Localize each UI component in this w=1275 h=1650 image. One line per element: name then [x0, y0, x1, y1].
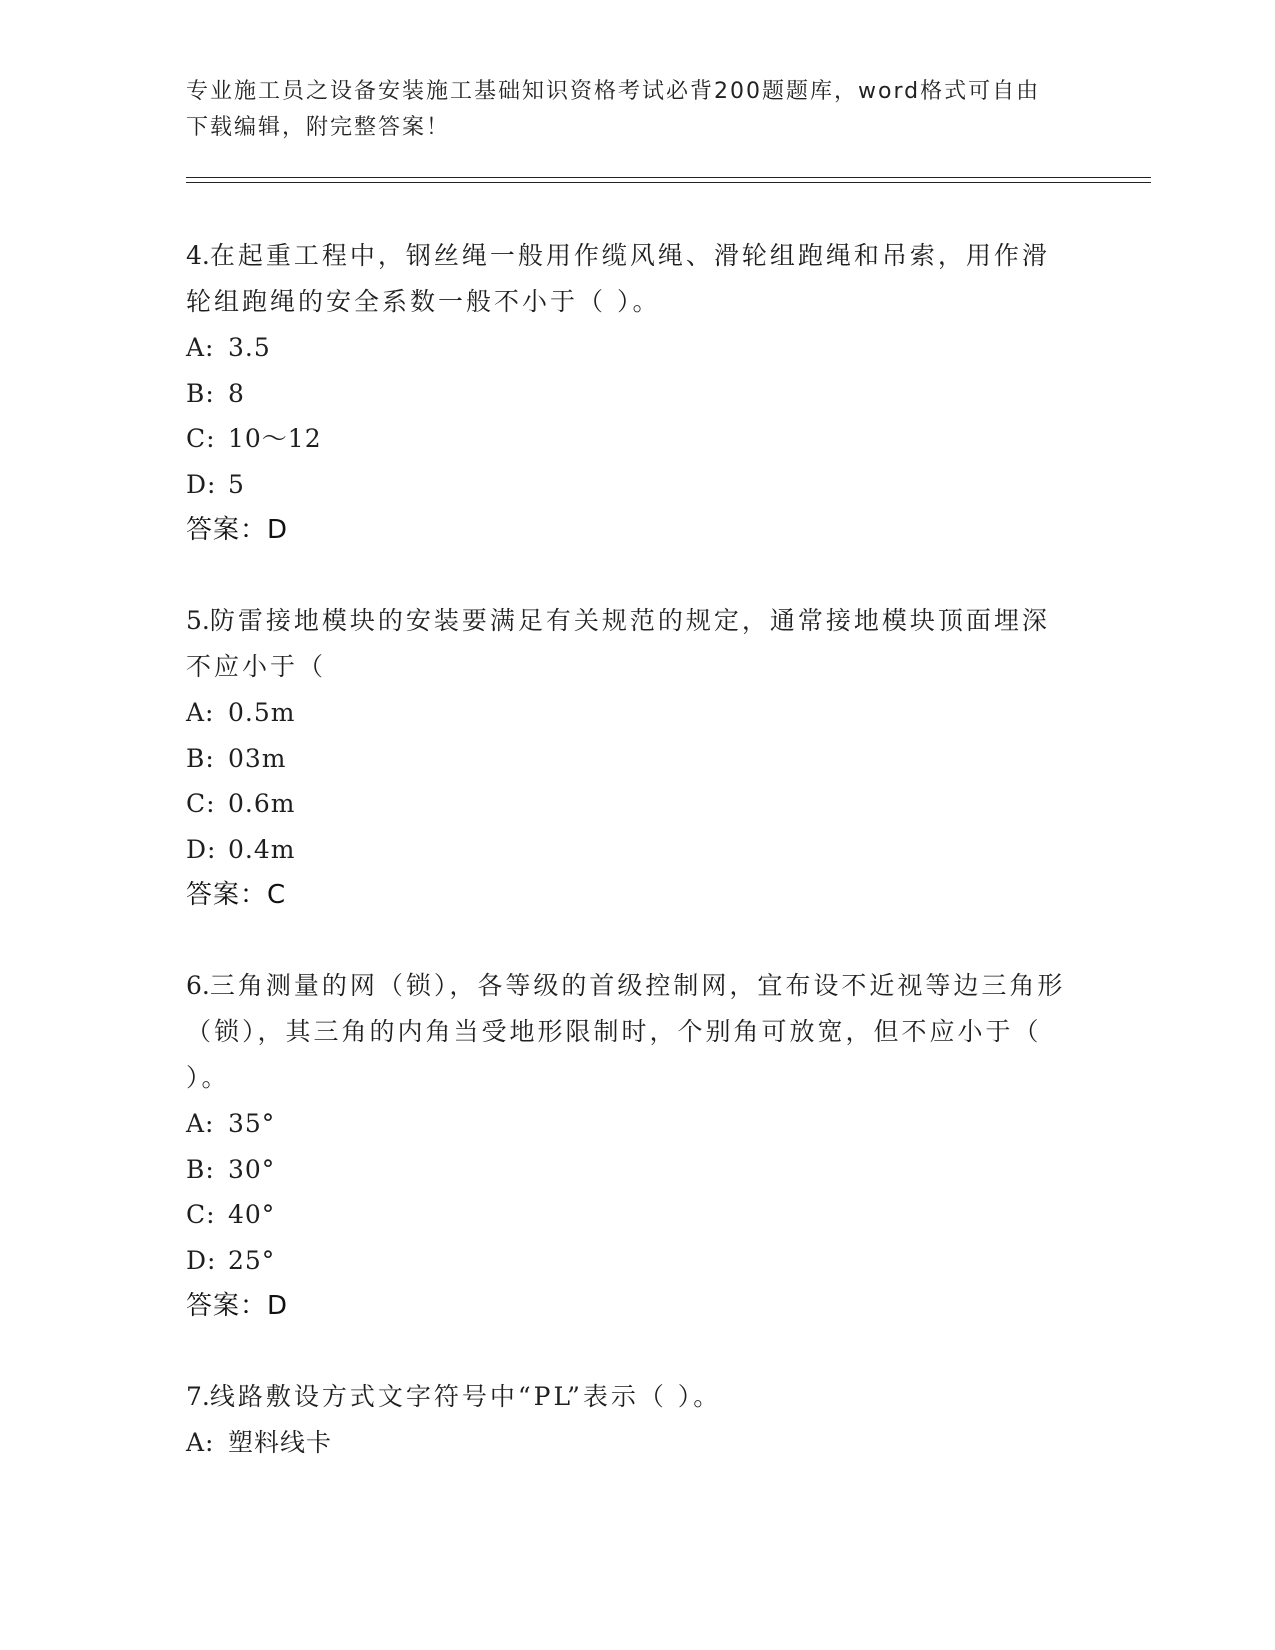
answer-line: 答案：C	[186, 880, 287, 910]
option-letter: A:	[186, 1428, 215, 1457]
question-stem: 三角测量的网（锁），各等级的首级控制网，宜布设不近视等边三角形（锁），其三角的内角当受地形限制时，个别角可放宽，但不应小于（ ）。	[186, 971, 1066, 1092]
option-c	[186, 1192, 1076, 1238]
question-stem: 线路敷设方式文字符号中“PL”表示（ ）。	[209, 1382, 722, 1411]
option-letter: D:	[186, 834, 217, 864]
option-letter: C:	[186, 424, 216, 453]
question-text	[186, 963, 1076, 1101]
question-5	[186, 598, 1076, 918]
option-b	[186, 1147, 1076, 1193]
option-value: 35°	[228, 1109, 276, 1138]
option-a	[186, 1101, 1076, 1147]
header-line-1: 专业施工员之设备安装施工基础知识资格考试必背200题题库，word格式可自由	[186, 79, 1041, 104]
option-value: 塑料线卡	[228, 1428, 333, 1457]
option-d	[186, 827, 1076, 873]
option-a	[186, 1420, 1076, 1466]
question-text	[186, 598, 1076, 690]
option-letter: C:	[186, 1200, 216, 1229]
option-b	[186, 371, 1076, 417]
header-line-2: 下载编辑，附完整答案！	[186, 115, 451, 140]
option-letter: C:	[186, 789, 216, 818]
option-c	[186, 416, 1076, 462]
option-letter: B:	[186, 743, 215, 773]
question-text	[186, 233, 1076, 325]
option-letter: D:	[186, 1245, 217, 1275]
header-rule-bottom	[186, 182, 1151, 183]
option-value: 0.4m	[228, 834, 296, 864]
option-letter: B:	[186, 1154, 215, 1184]
option-value: 40°	[228, 1200, 276, 1229]
option-value: 30°	[228, 1154, 276, 1184]
question-stem: 在起重工程中，钢丝绳一般用作缆风绳、滑轮组跑绳和吊索，用作滑轮组跑绳的安全系数一般不小于（ ）。	[186, 241, 1050, 316]
question-number: 7.	[186, 1382, 210, 1411]
option-value: 3.5	[228, 333, 271, 362]
option-letter: A:	[186, 698, 215, 727]
option-letter: A:	[186, 1109, 215, 1138]
option-letter: A:	[186, 333, 215, 362]
document-header	[186, 74, 1076, 146]
option-value: 0.5m	[228, 698, 296, 727]
option-value: 8	[228, 378, 245, 408]
option-c	[186, 781, 1076, 827]
question-list	[186, 233, 1076, 1511]
option-a	[186, 690, 1076, 736]
question-number: 5.	[186, 606, 210, 635]
option-letter: D:	[186, 469, 217, 499]
option-value: 10～12	[228, 424, 322, 453]
option-d	[186, 1238, 1076, 1284]
question-7	[186, 1374, 1076, 1466]
header-rule-top	[186, 177, 1151, 178]
question-stem: 防雷接地模块的安装要满足有关规范的规定，通常接地模块顶面埋深不应小于（	[186, 606, 1050, 681]
option-d	[186, 462, 1076, 508]
option-b	[186, 736, 1076, 782]
question-number: 4.	[186, 241, 210, 270]
option-value: 25°	[228, 1245, 276, 1275]
question-6	[186, 963, 1076, 1329]
question-number: 6.	[186, 971, 210, 1000]
answer-line: 答案：D	[186, 1291, 289, 1321]
option-letter: B:	[186, 378, 215, 408]
question-text	[186, 1374, 1076, 1420]
option-value: 03m	[228, 743, 287, 773]
option-a	[186, 325, 1076, 371]
question-4	[186, 233, 1076, 553]
option-value: 5	[228, 469, 245, 499]
answer-line: 答案：D	[186, 515, 289, 545]
option-value: 0.6m	[228, 789, 296, 818]
